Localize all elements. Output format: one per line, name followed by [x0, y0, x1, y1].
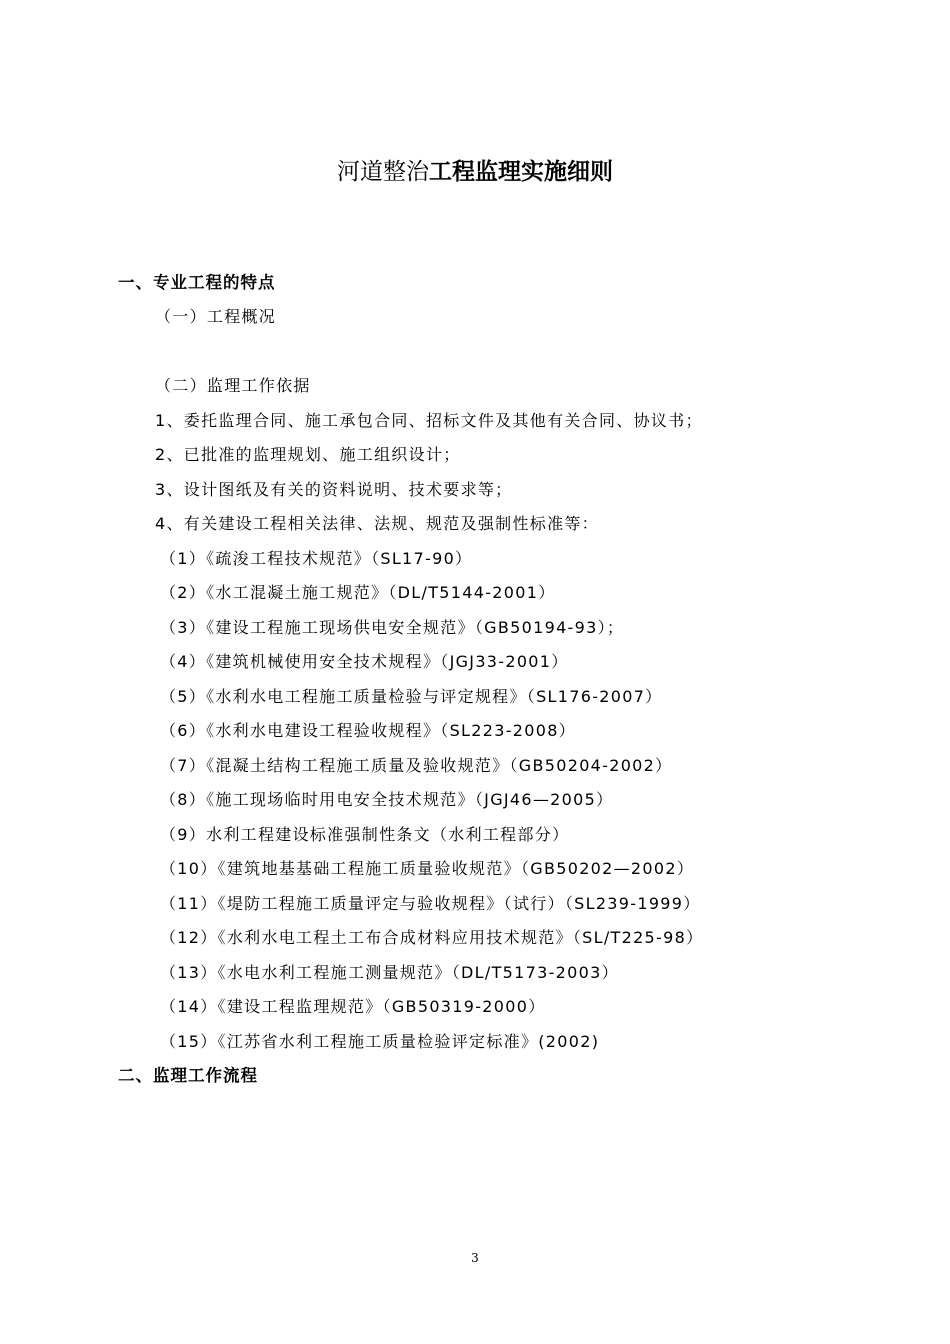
standard-item: （6）《水利水电建设工程验收规程》（SL223-2008）: [160, 721, 576, 740]
standard-item: （5）《水利水电工程施工质量检验与评定规程》（SL176-2007）: [160, 687, 663, 706]
basis-item: 1、委托监理合同、施工承包合同、招标文件及其他有关合同、协议书；: [155, 411, 703, 430]
subsection-supervision-basis: （二）监理工作依据: [155, 376, 311, 395]
standard-item: （10）《建筑地基基础工程施工质量验收规范》（GB50202—2002）: [160, 859, 695, 878]
section-heading-2: 二、监理工作流程: [118, 1066, 258, 1085]
standard-item: （2）《水工混凝土施工规范》（DL/T5144-2001）: [160, 583, 556, 602]
standard-item: （11）《堤防工程施工质量评定与验收规程》（试行）（SL239-1999）: [160, 894, 701, 913]
standard-item: （7）《混凝土结构工程施工质量及验收规范》（GB50204-2002）: [160, 756, 673, 775]
standard-item: （4）《建筑机械使用安全技术规程》（JGJ33-2001）: [160, 652, 569, 671]
standard-item: （3）《建设工程施工现场供电安全规范》（GB50194-93）；: [160, 618, 625, 637]
subsection-project-overview: （一）工程概况: [155, 307, 277, 326]
standard-item: （12）《水利水电工程土工布合成材料应用技术规范》（SL/T225-98）: [160, 928, 704, 947]
basis-item: 3、设计图纸及有关的资料说明、技术要求等；: [155, 480, 513, 499]
title-part-regular: 河道整治: [337, 159, 429, 185]
standard-item: （1）《疏浚工程技术规范》（SL17-90）: [160, 549, 473, 568]
standard-item: （14）《建设工程监理规范》（GB50319-2000）: [160, 997, 546, 1016]
basis-item: 2、已批准的监理规划、施工组织设计；: [155, 445, 461, 464]
standard-item: （15）《江苏省水利工程施工质量检验评定标准》(2002): [160, 1032, 600, 1051]
section-heading-1: 一、专业工程的特点: [118, 273, 276, 292]
standard-item: （8）《施工现场临时用电安全技术规范》（JGJ46—2005）: [160, 790, 614, 809]
page-title: [0, 155, 950, 189]
page-number: 3: [471, 1251, 479, 1265]
title-part-bold: 工程监理实施细则: [429, 159, 613, 185]
basis-item: 4、有关建设工程相关法律、法规、规范及强制性标准等：: [155, 514, 599, 533]
standard-item: （9）水利工程建设标准强制性条文（水利工程部分）: [160, 825, 570, 844]
standard-item: （13）《水电水利工程施工测量规范》（DL/T5173-2003）: [160, 963, 619, 982]
